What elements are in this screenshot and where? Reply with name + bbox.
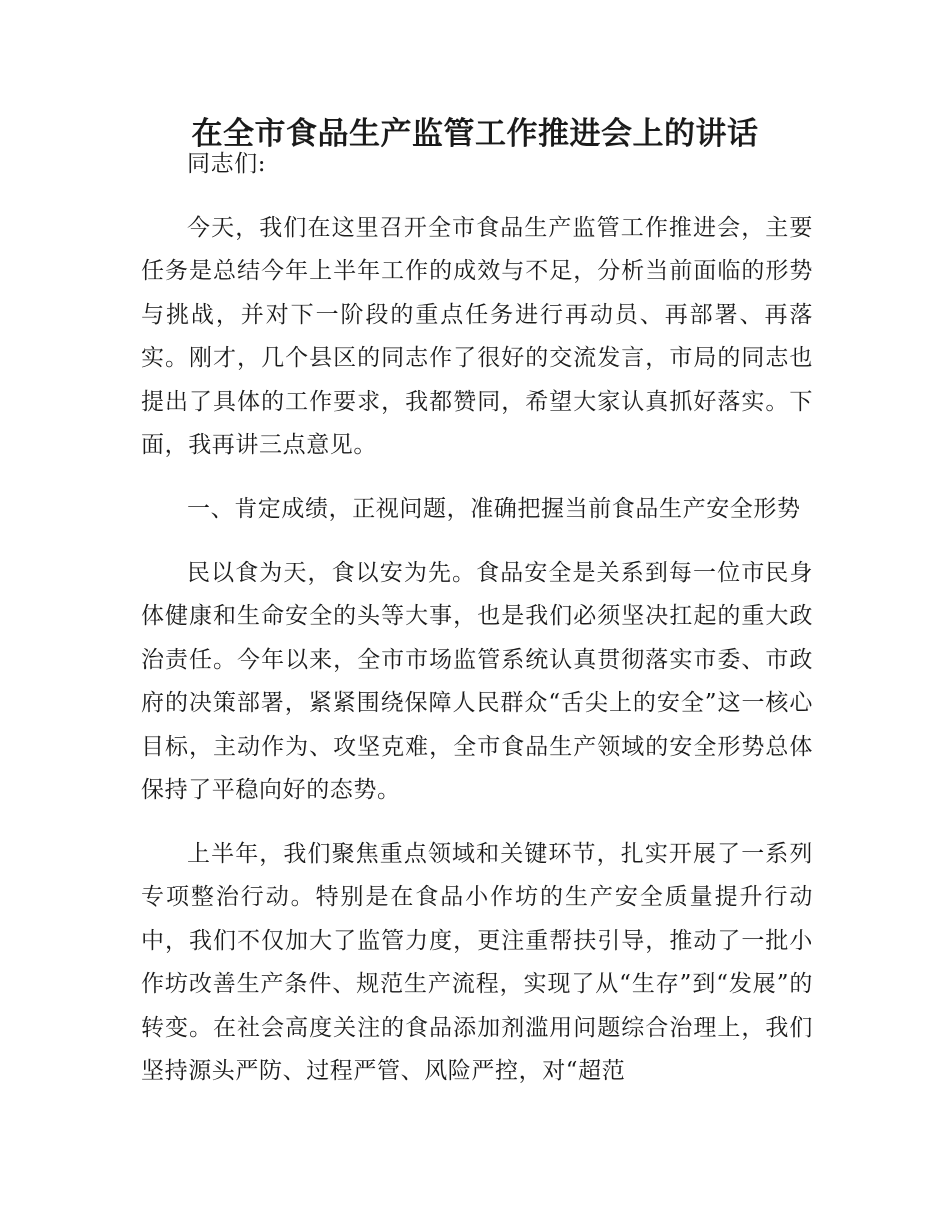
- salutation: 同志们:: [187, 151, 267, 177]
- paragraph-intro: 今天，我们在这里召开全市食品生产监管工作推进会，主要任务是总结今年上半年工作的成效与不足，分析当前面临的形势与挑战，并对下一阶段的重点任务进行再动员、再部署、再落实。刚才，几个县区的同志作了很好的交流发言，市局的同志也提出了具体的工作要求，我都赞同，希望大家认真抓好落实。下面，我再讲三点意见。: [141, 215, 813, 459]
- paragraph-first-half-year: 上半年，我们聚焦重点领域和关键环节，扎实开展了一系列专项整治行动。特别是在食品小作坊的生产安全质量提升行动中，我们不仅加大了监管力度，更注重帮扶引导，推动了一批小作坊改善生产条件、规范生产流程，实现了从“生存”到“发展”的转变。在社会高度关注的食品添加剂滥用问题综合治理上，我们坚持源头严防、过程严管、风险严控，对“超范: [141, 841, 813, 1085]
- document-title: 在全市食品生产监管工作推进会上的讲话: [191, 116, 759, 152]
- section-heading-1: 一、肯定成绩，正视问题，准确把握当前食品生产安全形势: [187, 496, 801, 523]
- document-body: [141, 142, 813, 1114]
- paragraph-food-safety: 民以食为天，食以安为先。食品安全是关系到每一位市民身体健康和生命安全的头等大事，也是我们必须坚决扛起的重大政治责任。今年以来，全市市场监管系统认真贯彻落实市委、市政府的决策部署，紧紧围绕保障人民群众“舌尖上的安全”这一核心目标，主动作为、攻坚克难，全市食品生产领域的安全形势总体保持了平稳向好的态势。: [141, 560, 813, 804]
